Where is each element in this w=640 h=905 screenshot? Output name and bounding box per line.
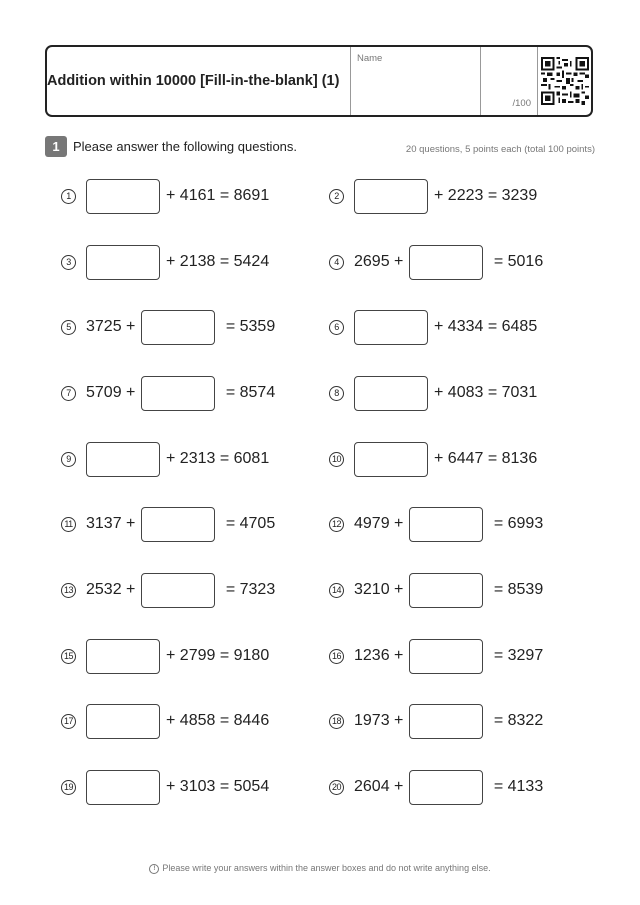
- sum-result: 6993: [507, 515, 544, 532]
- info-icon: !: [149, 864, 159, 874]
- plus-sign: +: [166, 712, 180, 729]
- plus-sign: +: [166, 450, 180, 467]
- equals-sign: =: [215, 187, 234, 204]
- name-field[interactable]: [351, 47, 481, 115]
- problem-number: 18: [329, 714, 344, 729]
- equals-sign: =: [489, 778, 508, 795]
- problem-15: [61, 638, 269, 674]
- sum-result: 3297: [507, 647, 544, 664]
- problem-number: 1: [61, 189, 76, 204]
- answer-box[interactable]: [354, 310, 428, 345]
- problem-number: 12: [329, 517, 344, 532]
- equals-sign: =: [221, 384, 240, 401]
- sum-result: 5016: [507, 253, 544, 270]
- problem-number: 15: [61, 649, 76, 664]
- answer-box[interactable]: [141, 507, 215, 542]
- answer-box[interactable]: [141, 310, 215, 345]
- addend: 2138: [179, 253, 216, 270]
- problem-4: [329, 244, 543, 280]
- problem-number: 13: [61, 583, 76, 598]
- answer-box[interactable]: [86, 770, 160, 805]
- answer-box[interactable]: [409, 507, 483, 542]
- addend: 4979: [354, 515, 390, 532]
- problem-number: 5: [61, 320, 76, 335]
- plus-sign: +: [166, 253, 180, 270]
- problem-number: 11: [61, 517, 76, 532]
- plus-sign: +: [121, 515, 136, 532]
- problem-number: 3: [61, 255, 76, 270]
- addend: 2695: [354, 253, 390, 270]
- plus-sign: +: [389, 712, 404, 729]
- sum-result: 5424: [233, 253, 270, 270]
- plus-sign: +: [434, 187, 448, 204]
- footer-note: [0, 863, 640, 874]
- sum-result: 8574: [239, 384, 276, 401]
- sum-result: 8322: [507, 712, 544, 729]
- equals-sign: =: [489, 581, 508, 598]
- equals-sign: =: [221, 515, 240, 532]
- answer-box[interactable]: [354, 442, 428, 477]
- plus-sign: +: [389, 515, 404, 532]
- problem-number: 14: [329, 583, 344, 598]
- problem-number: 16: [329, 649, 344, 664]
- problem-13: [61, 572, 275, 608]
- plus-sign: +: [389, 647, 404, 664]
- answer-box[interactable]: [86, 179, 160, 214]
- answer-box[interactable]: [409, 704, 483, 739]
- plus-sign: +: [166, 187, 180, 204]
- addend: 3103: [179, 778, 216, 795]
- problem-12: [329, 506, 543, 542]
- sum-result: 6485: [501, 318, 538, 335]
- problem-19: [61, 769, 269, 805]
- sum-result: 4133: [507, 778, 544, 795]
- sum-result: 5054: [233, 778, 270, 795]
- addend: 4083: [447, 384, 484, 401]
- equals-sign: =: [215, 450, 234, 467]
- addend: 2313: [179, 450, 216, 467]
- addend: 5709: [86, 384, 122, 401]
- equals-sign: =: [489, 712, 508, 729]
- equals-sign: =: [483, 384, 502, 401]
- qr-cell: [538, 47, 591, 115]
- problem-6: [329, 309, 537, 345]
- problem-number: 19: [61, 780, 76, 795]
- problem-20: [329, 769, 543, 805]
- equals-sign: =: [215, 647, 234, 664]
- answer-box[interactable]: [86, 704, 160, 739]
- addend: 2532: [86, 581, 122, 598]
- problem-1: [61, 178, 269, 214]
- section-instruction: Please answer the following questions.: [73, 139, 298, 154]
- plus-sign: +: [434, 384, 448, 401]
- equals-sign: =: [489, 515, 508, 532]
- problem-2: [329, 178, 537, 214]
- section-number-badge: 1: [45, 136, 67, 157]
- answer-box[interactable]: [409, 245, 483, 280]
- addend: 1973: [354, 712, 390, 729]
- addend: 4161: [179, 187, 216, 204]
- equals-sign: =: [483, 450, 502, 467]
- answer-box[interactable]: [409, 639, 483, 674]
- answer-box[interactable]: [86, 245, 160, 280]
- sum-result: 5359: [239, 318, 276, 335]
- sum-result: 7323: [239, 581, 276, 598]
- problem-number: 4: [329, 255, 344, 270]
- plus-sign: +: [434, 318, 448, 335]
- addend: 6447: [447, 450, 484, 467]
- section-header: [45, 136, 595, 158]
- equals-sign: =: [489, 647, 508, 664]
- problem-number: 6: [329, 320, 344, 335]
- answer-box[interactable]: [409, 770, 483, 805]
- addend: 4858: [179, 712, 216, 729]
- plus-sign: +: [121, 318, 136, 335]
- problem-8: [329, 375, 537, 411]
- answer-box[interactable]: [86, 639, 160, 674]
- sum-result: 3239: [501, 187, 538, 204]
- worksheet-title: Addition within 10000 [Fill-in-the-blank] (1): [47, 73, 340, 89]
- answer-box[interactable]: [409, 573, 483, 608]
- plus-sign: +: [389, 778, 404, 795]
- equals-sign: =: [489, 253, 508, 270]
- equals-sign: =: [215, 712, 234, 729]
- addend: 3210: [354, 581, 390, 598]
- problem-number: 2: [329, 189, 344, 204]
- problem-18: [329, 703, 543, 739]
- problem-9: [61, 441, 269, 477]
- problem-3: [61, 244, 269, 280]
- problem-number: 17: [61, 714, 76, 729]
- sum-result: 8446: [233, 712, 270, 729]
- title-cell: [47, 47, 351, 115]
- sum-result: 6081: [233, 450, 270, 467]
- problem-number: 10: [329, 452, 344, 467]
- problem-number: 7: [61, 386, 76, 401]
- qr-code-icon: [541, 57, 589, 105]
- plus-sign: +: [121, 384, 136, 401]
- sum-result: 9180: [233, 647, 270, 664]
- score-field: [481, 47, 538, 115]
- equals-sign: =: [221, 318, 240, 335]
- points-info: 20 questions, 5 points each (total 100 points): [405, 144, 595, 155]
- problem-16: [329, 638, 543, 674]
- problem-14: [329, 572, 543, 608]
- answer-box[interactable]: [141, 573, 215, 608]
- answer-box[interactable]: [141, 376, 215, 411]
- sum-result: 8136: [501, 450, 538, 467]
- sum-result: 7031: [501, 384, 538, 401]
- score-label: /100: [512, 98, 531, 109]
- footer-text: Please write your answers within the answer boxes and do not write anything else.: [162, 863, 491, 873]
- worksheet-header: [45, 45, 593, 117]
- sum-result: 4705: [239, 515, 276, 532]
- plus-sign: +: [389, 253, 404, 270]
- plus-sign: +: [166, 778, 180, 795]
- answer-box[interactable]: [86, 442, 160, 477]
- addend: 3725: [86, 318, 122, 335]
- sum-result: 8691: [233, 187, 270, 204]
- plus-sign: +: [121, 581, 136, 598]
- addend: 3137: [86, 515, 122, 532]
- addend: 2223: [447, 187, 484, 204]
- plus-sign: +: [434, 450, 448, 467]
- problem-7: [61, 375, 275, 411]
- addend: 1236: [354, 647, 390, 664]
- problem-number: 20: [329, 780, 344, 795]
- problem-10: [329, 441, 537, 477]
- equals-sign: =: [221, 581, 240, 598]
- problem-11: [61, 506, 275, 542]
- plus-sign: +: [389, 581, 404, 598]
- problem-5: [61, 309, 275, 345]
- answer-box[interactable]: [354, 376, 428, 411]
- name-label: Name: [357, 53, 383, 64]
- equals-sign: =: [483, 318, 502, 335]
- problem-17: [61, 703, 269, 739]
- answer-box[interactable]: [354, 179, 428, 214]
- equals-sign: =: [483, 187, 502, 204]
- plus-sign: +: [166, 647, 180, 664]
- addend: 4334: [447, 318, 484, 335]
- addend: 2604: [354, 778, 390, 795]
- equals-sign: =: [215, 253, 234, 270]
- addend: 2799: [179, 647, 216, 664]
- sum-result: 8539: [507, 581, 544, 598]
- problem-number: 8: [329, 386, 344, 401]
- equals-sign: =: [215, 778, 234, 795]
- problem-number: 9: [61, 452, 76, 467]
